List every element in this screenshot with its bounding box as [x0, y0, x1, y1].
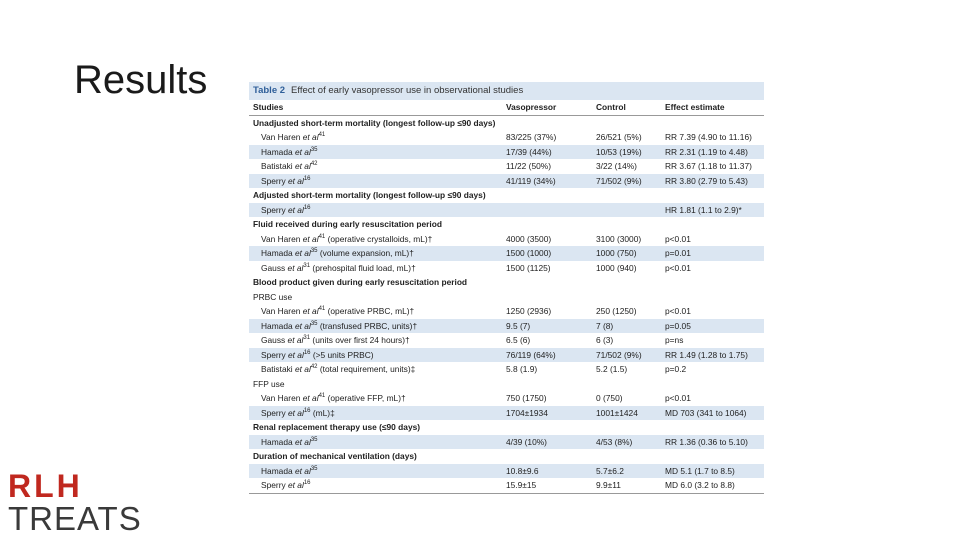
- study-cell: [249, 333, 502, 348]
- logo-bottom-text: TREATS: [8, 500, 142, 537]
- study-cell: [249, 464, 502, 479]
- study-ref: 41: [318, 132, 326, 139]
- vasopressor-cell: 4/39 (10%): [502, 435, 592, 450]
- effect-cell: p<0.01: [661, 304, 764, 319]
- table-row: [249, 130, 764, 145]
- study-detail: (operative PRBC, mL)†: [325, 306, 415, 316]
- table-row: [249, 333, 764, 348]
- study-name: Hamada: [261, 465, 295, 476]
- table-row: [249, 435, 764, 450]
- effect-cell: p<0.01: [661, 391, 764, 406]
- study-ref: 16: [303, 407, 311, 414]
- study-etal: et al: [302, 306, 319, 316]
- section-row: [249, 115, 764, 130]
- header-studies: Studies: [249, 100, 502, 115]
- study-detail: (>5 units PRBC): [310, 349, 374, 360]
- study-etal: et al: [287, 335, 304, 345]
- study-detail: (mL)‡: [310, 407, 335, 418]
- control-cell: 7 (8): [592, 319, 661, 334]
- study-ref: 16: [303, 175, 311, 182]
- table-row: [249, 391, 764, 406]
- study-etal: et al: [288, 204, 304, 215]
- study-ref: 35: [310, 465, 318, 472]
- control-cell: 10/53 (19%): [592, 145, 661, 160]
- section-row: [249, 449, 764, 464]
- study-cell: [249, 435, 502, 450]
- effect-cell: RR 2.31 (1.19 to 4.48): [661, 145, 764, 160]
- study-detail: (prehospital fluid load, mL)†: [310, 262, 416, 273]
- effect-cell: RR 1.49 (1.28 to 1.75): [661, 348, 764, 363]
- study-etal: et al: [294, 436, 311, 447]
- effect-cell: p<0.01: [661, 232, 764, 247]
- control-cell: 71/502 (9%): [592, 174, 661, 189]
- study-etal: et al: [294, 161, 311, 171]
- study-etal: et al: [302, 132, 319, 142]
- results-table: [249, 82, 764, 492]
- study-name: Gauss: [261, 262, 288, 273]
- study-name: Gauss: [261, 335, 288, 345]
- header-row: [249, 100, 764, 115]
- vasopressor-cell: 9.5 (7): [502, 319, 592, 334]
- vasopressor-cell: 41/119 (34%): [502, 174, 592, 189]
- study-cell: [249, 159, 502, 174]
- table-row: [249, 159, 764, 174]
- table-row: [249, 246, 764, 261]
- effect-cell: p=0.2: [661, 362, 764, 377]
- table-row: [249, 304, 764, 319]
- vasopressor-cell: 11/22 (50%): [502, 159, 592, 174]
- study-ref: 16: [303, 349, 311, 356]
- vasopressor-cell: 1500 (1125): [502, 261, 592, 276]
- study-cell: [249, 348, 502, 363]
- section-title: Unadjusted short-term mortality (longest follow-up ≤90 days): [249, 115, 764, 130]
- section-row: [249, 188, 764, 203]
- subsection-row: [249, 290, 764, 305]
- section-title: Blood product given during early resuscitation period: [249, 275, 764, 290]
- effect-cell: p=0.01: [661, 246, 764, 261]
- study-ref: 41: [318, 233, 326, 240]
- effect-cell: RR 7.39 (4.90 to 11.16): [661, 130, 764, 145]
- slide-title: Results: [74, 58, 208, 102]
- control-cell: 0 (750): [592, 391, 661, 406]
- study-etal: et al: [294, 146, 311, 157]
- effect-cell: MD 6.0 (3.2 to 8.8): [661, 478, 764, 493]
- table-row: [249, 464, 764, 479]
- section-title: Duration of mechanical ventilation (days): [249, 449, 764, 464]
- study-detail: (operative crystalloids, mL)†: [325, 233, 433, 244]
- study-etal: et al: [302, 233, 319, 244]
- table-row: [249, 319, 764, 334]
- control-cell: 6 (3): [592, 333, 661, 348]
- study-name: Sperry: [261, 407, 288, 418]
- control-cell: 5.2 (1.5): [592, 362, 661, 377]
- study-detail: (operative FFP, mL)†: [325, 393, 406, 403]
- study-cell: [249, 145, 502, 160]
- effect-cell: p<0.01: [661, 261, 764, 276]
- vasopressor-cell: 83/225 (37%): [502, 130, 592, 145]
- study-name: Sperry: [261, 480, 288, 490]
- study-ref: 16: [303, 204, 311, 211]
- study-name: Sperry: [261, 349, 288, 360]
- study-ref: 31: [303, 262, 311, 269]
- effect-cell: RR 3.80 (2.79 to 5.43): [661, 174, 764, 189]
- study-ref: 35: [310, 146, 318, 153]
- control-cell: 5.7±6.2: [592, 464, 661, 479]
- effect-cell: RR 3.67 (1.18 to 11.37): [661, 159, 764, 174]
- control-cell: 1000 (750): [592, 246, 661, 261]
- header-effect-estimate: Effect estimate: [661, 100, 764, 115]
- effect-cell: MD 703 (341 to 1064): [661, 406, 764, 421]
- table-row: [249, 145, 764, 160]
- study-ref: 42: [310, 161, 318, 168]
- control-cell: 9.9±11: [592, 478, 661, 493]
- vasopressor-cell: 1250 (2936): [502, 304, 592, 319]
- data-table: [249, 100, 764, 494]
- vasopressor-cell: 15.9±15: [502, 478, 592, 493]
- section-title: Renal replacement therapy use (≤90 days): [249, 420, 764, 435]
- effect-cell: MD 5.1 (1.7 to 8.5): [661, 464, 764, 479]
- table-row: [249, 174, 764, 189]
- table-row: [249, 478, 764, 493]
- study-etal: et al: [294, 320, 311, 331]
- study-ref: 35: [310, 436, 318, 443]
- study-cell: [249, 174, 502, 189]
- study-etal: et al: [287, 262, 304, 273]
- study-ref: 35: [310, 320, 318, 327]
- study-cell: [249, 391, 502, 406]
- study-ref: 31: [303, 335, 311, 342]
- study-cell: [249, 130, 502, 145]
- table-row: [249, 348, 764, 363]
- effect-cell: p=ns: [661, 333, 764, 348]
- study-cell: [249, 232, 502, 247]
- study-name: Sperry: [261, 204, 288, 215]
- table-row: [249, 261, 764, 276]
- effect-cell: HR 1.81 (1.1 to 2.9)*: [661, 203, 764, 218]
- vasopressor-cell: 6.5 (6): [502, 333, 592, 348]
- study-cell: [249, 362, 502, 377]
- vasopressor-cell: 1500 (1000): [502, 246, 592, 261]
- header-vasopressor: Vasopressor: [502, 100, 592, 115]
- vasopressor-cell: 1704±1934: [502, 406, 592, 421]
- study-detail: (total requirement, units)‡: [317, 364, 416, 374]
- effect-cell: p=0.05: [661, 319, 764, 334]
- section-row: [249, 420, 764, 435]
- section-row: [249, 217, 764, 232]
- study-ref: 41: [318, 306, 326, 313]
- study-ref: 35: [310, 248, 318, 255]
- table-caption-text: Effect of early vasopressor use in observational studies: [291, 85, 524, 96]
- table-row: [249, 232, 764, 247]
- study-etal: et al: [288, 349, 304, 360]
- vasopressor-cell: 750 (1750): [502, 391, 592, 406]
- effect-cell: RR 1.36 (0.36 to 5.10): [661, 435, 764, 450]
- logo-top-text: RLH: [8, 468, 83, 504]
- study-ref: 42: [310, 364, 318, 371]
- study-etal: et al: [288, 480, 304, 490]
- vasopressor-cell: [502, 203, 592, 218]
- table-body: [249, 115, 764, 493]
- vasopressor-cell: 10.8±9.6: [502, 464, 592, 479]
- vasopressor-cell: 76/119 (64%): [502, 348, 592, 363]
- study-etal: et al: [302, 393, 319, 403]
- control-cell: 1001±1424: [592, 406, 661, 421]
- subsection-title: FFP use: [249, 377, 764, 392]
- control-cell: [592, 203, 661, 218]
- vasopressor-cell: 17/39 (44%): [502, 145, 592, 160]
- study-name: Hamada: [261, 146, 295, 157]
- study-name: Sperry: [261, 175, 288, 186]
- table-row: [249, 203, 764, 218]
- subsection-title: PRBC use: [249, 290, 764, 305]
- study-etal: et al: [294, 364, 311, 374]
- study-detail: (volume expansion, mL)†: [317, 248, 414, 258]
- control-cell: 1000 (940): [592, 261, 661, 276]
- study-cell: [249, 203, 502, 218]
- study-etal: et al: [294, 248, 311, 258]
- control-cell: 26/521 (5%): [592, 130, 661, 145]
- section-title: Adjusted short-term mortality (longest follow-up ≤90 days): [249, 188, 764, 203]
- study-detail: (units over first 24 hours)†: [310, 335, 410, 345]
- study-name: Van Haren: [261, 132, 303, 142]
- study-cell: [249, 478, 502, 493]
- study-ref: 41: [318, 393, 326, 400]
- study-name: Batistaki: [261, 161, 295, 171]
- study-ref: 16: [303, 480, 311, 487]
- section-title: Fluid received during early resuscitation period: [249, 217, 764, 232]
- study-etal: et al: [294, 465, 311, 476]
- study-name: Batistaki: [261, 364, 295, 374]
- control-cell: 71/502 (9%): [592, 348, 661, 363]
- study-etal: et al: [288, 175, 304, 186]
- table-label: Table 2: [253, 85, 286, 96]
- study-cell: [249, 246, 502, 261]
- table-row: [249, 362, 764, 377]
- table-caption: [249, 82, 764, 100]
- study-name: Hamada: [261, 320, 295, 331]
- control-cell: 3/22 (14%): [592, 159, 661, 174]
- study-cell: [249, 304, 502, 319]
- study-cell: [249, 406, 502, 421]
- study-detail: (transfused PRBC, units)†: [317, 320, 418, 331]
- study-name: Hamada: [261, 436, 295, 447]
- rlh-treats-logo: [8, 470, 142, 535]
- control-cell: 3100 (3000): [592, 232, 661, 247]
- table-row: [249, 406, 764, 421]
- study-name: Hamada: [261, 248, 295, 258]
- study-name: Van Haren: [261, 393, 303, 403]
- study-etal: et al: [288, 407, 304, 418]
- header-control: Control: [592, 100, 661, 115]
- study-cell: [249, 319, 502, 334]
- study-name: Van Haren: [261, 306, 303, 316]
- control-cell: 4/53 (8%): [592, 435, 661, 450]
- vasopressor-cell: 4000 (3500): [502, 232, 592, 247]
- vasopressor-cell: 5.8 (1.9): [502, 362, 592, 377]
- control-cell: 250 (1250): [592, 304, 661, 319]
- study-name: Van Haren: [261, 233, 303, 244]
- study-cell: [249, 261, 502, 276]
- section-row: [249, 275, 764, 290]
- subsection-row: [249, 377, 764, 392]
